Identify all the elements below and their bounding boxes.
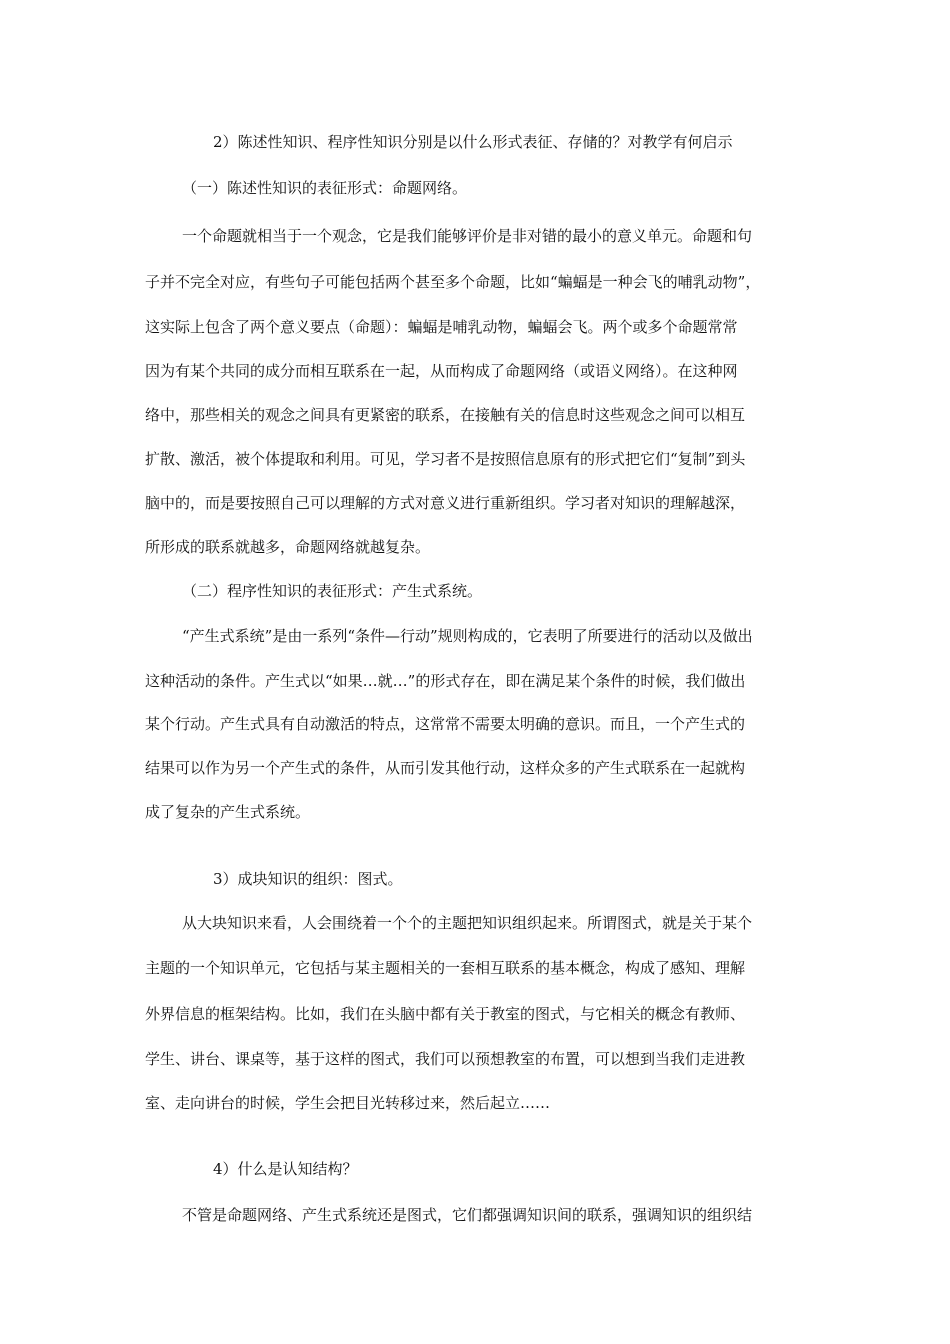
section-1-paragraph-line: 因为有某个共同的成分而相互联系在一起，从而构成了命题网络（或语义网络）。在这种网 <box>145 362 738 380</box>
question-3-paragraph-line: 从大块知识来看，人会围绕着一个个的主题把知识组织起来。所谓图式，就是关于某个 <box>182 914 753 932</box>
question-3-paragraph-line: 主题的一个知识单元，它包括与某主题相关的一套相互联系的基本概念，构成了感知、理解 <box>145 959 746 977</box>
question-2-heading: 2）陈述性知识、程序性知识分别是以什么形式表征、存储的？对教学有何启示 <box>213 133 733 151</box>
section-1-paragraph-line: 络中，那些相关的观念之间具有更紧密的联系，在接触有关的信息时这些观念之间可以相互 <box>145 406 746 424</box>
question-4-paragraph-line: 不管是命题网络、产生式系统还是图式，它们都强调知识间的联系，强调知识的组织结 <box>182 1206 753 1224</box>
section-2-paragraph-line: 结果可以作为另一个产生式的条件，从而引发其他行动，这样众多的产生式联系在一起就构 <box>145 759 746 777</box>
section-1-paragraph-line: 这实际上包含了两个意义要点（命题）：蝙蝠是哺乳动物，蝙蝠会飞。两个或多个命题常常 <box>145 318 738 336</box>
question-3-paragraph-line: 室、走向讲台的时候，学生会把目光转移过来，然后起立…… <box>145 1094 551 1112</box>
section-2-paragraph-line: 某个行动。产生式具有自动激活的特点，这常常不需要太明确的意识。而且，一个产生式的 <box>145 715 746 733</box>
section-1-paragraph-line: 子并不完全对应，有些句子可能包括两个甚至多个命题，比如“蝙蝠是一种会飞的哺乳动物”， <box>145 273 761 291</box>
question-3-paragraph-line: 外界信息的框架结构。比如，我们在头脑中都有关于教室的图式，与它相关的概念有教师、 <box>145 1005 746 1023</box>
section-2-heading: （二）程序性知识的表征形式：产生式系统。 <box>182 582 483 600</box>
section-1-paragraph-line: 所形成的联系就越多，命题网络就越复杂。 <box>145 538 431 556</box>
section-2-paragraph-line: 这种活动的条件。产生式以“如果…就…”的形式存在，即在满足某个条件的时候，我们做出 <box>145 672 746 690</box>
question-3-heading: 3）成块知识的组织：图式。 <box>213 870 403 888</box>
question-4-heading: 4）什么是认知结构？ <box>213 1160 358 1178</box>
section-2-paragraph-line: 成了复杂的产生式系统。 <box>145 803 311 821</box>
section-2-paragraph-line: “产生式系统”是由一系列“条件—行动”规则构成的，它表明了所要进行的活动以及做出 <box>182 627 753 645</box>
question-3-paragraph-line: 学生、讲台、课桌等，基于这样的图式，我们可以预想教室的布置，可以想到当我们走进教 <box>145 1050 746 1068</box>
section-1-paragraph-line: 扩散、激活，被个体提取和利用。可见，学习者不是按照信息原有的形式把它们“复制”到头 <box>145 450 746 468</box>
section-1-paragraph-line: 脑中的，而是要按照自己可以理解的方式对意义进行重新组织。学习者对知识的理解越深， <box>145 494 746 512</box>
section-1-heading: （一）陈述性知识的表征形式：命题网络。 <box>182 179 468 197</box>
section-1-paragraph-line: 一个命题就相当于一个观念，它是我们能够评价是非对错的最小的意义单元。命题和句 <box>182 227 753 245</box>
